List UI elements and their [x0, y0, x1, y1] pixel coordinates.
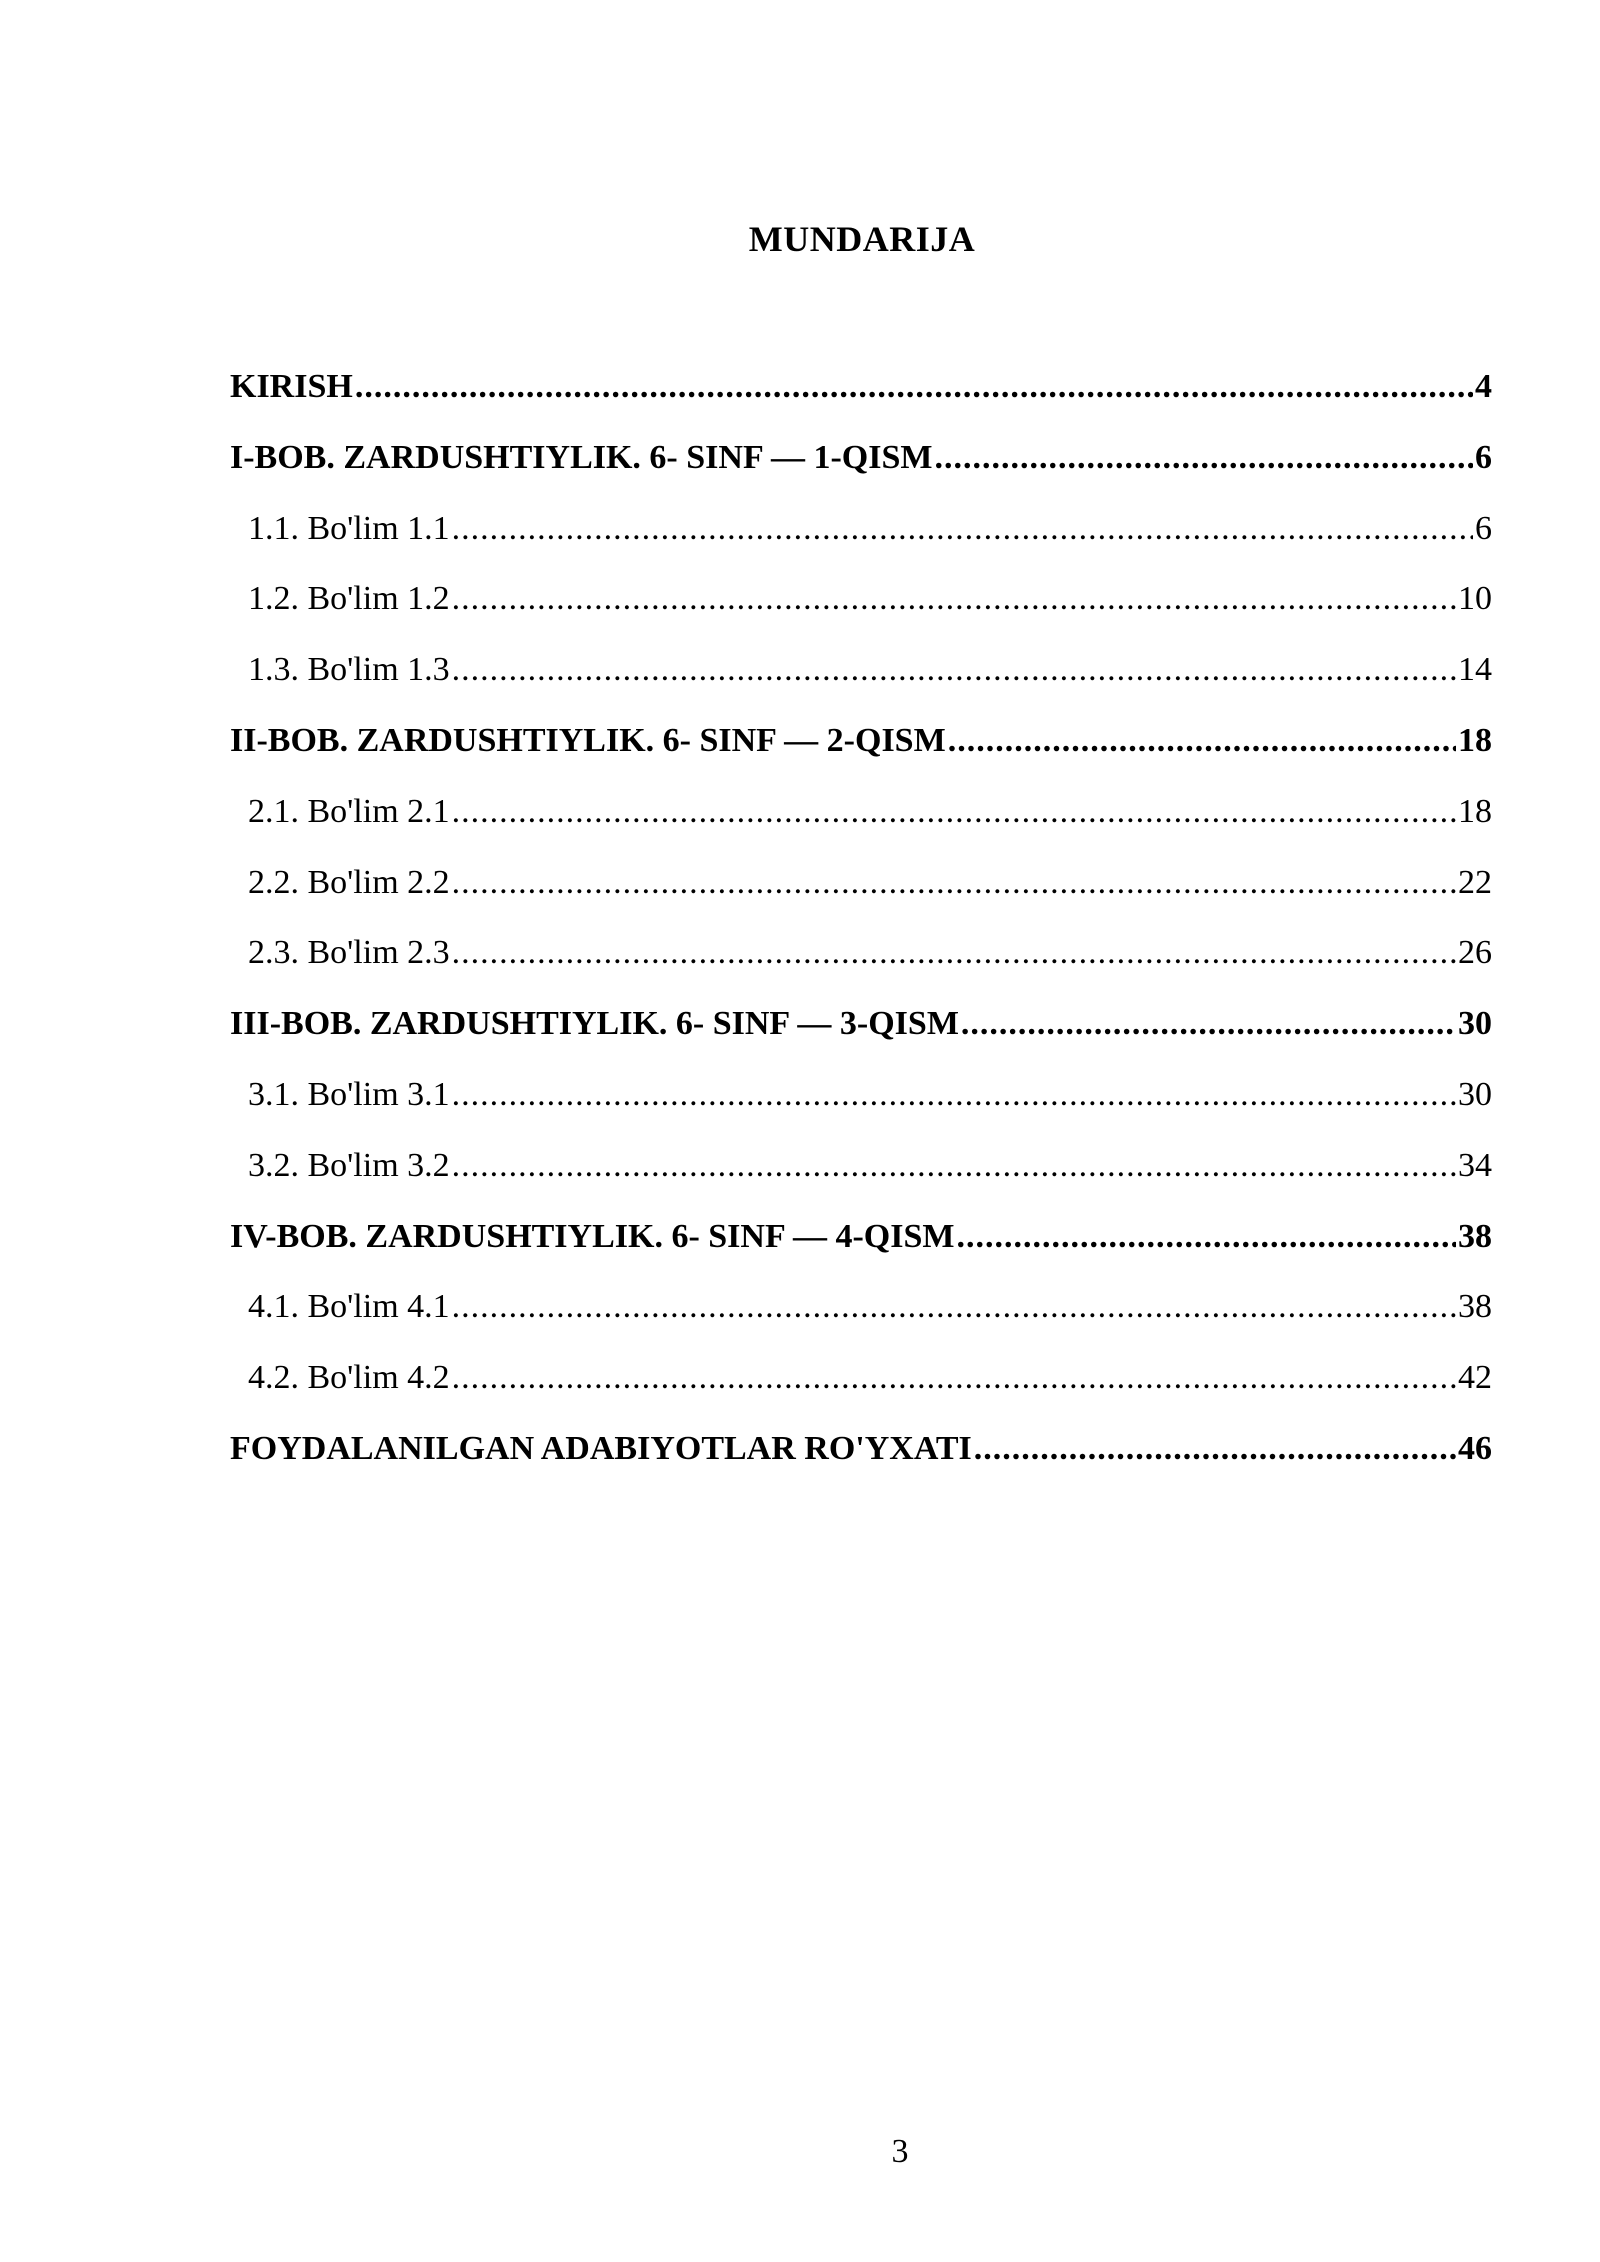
page-title: MUNDARIJA — [748, 219, 976, 259]
toc-entry-label: 1.1. Bo'lim 1.1 — [248, 509, 450, 547]
toc-dot-leader — [452, 564, 1456, 635]
toc-entry-label: IV-BOB. ZARDUSHTIYLIK. 6- SINF — 4-QISM — [230, 1217, 955, 1255]
toc-entry[interactable] — [230, 1131, 1492, 1202]
toc-entry-page: 46 — [1458, 1429, 1492, 1467]
toc-dot-leader — [452, 1131, 1456, 1202]
toc-entry-page: 14 — [1458, 651, 1492, 689]
toc-dot-leader — [974, 1414, 1456, 1485]
toc-entry-page: 34 — [1458, 1146, 1492, 1184]
toc-entry[interactable] — [230, 1202, 1492, 1273]
toc-entry-label: 1.3. Bo'lim 1.3 — [248, 651, 450, 689]
toc-entry-page: 10 — [1458, 580, 1492, 618]
toc-entry[interactable] — [230, 423, 1492, 494]
toc-entry-label: KIRISH — [230, 368, 353, 405]
toc-dot-leader — [452, 1272, 1456, 1343]
toc-entry-label: 4.1. Bo'lim 4.1 — [248, 1288, 450, 1326]
toc-dot-leader — [452, 1060, 1456, 1131]
toc-dot-leader — [956, 1202, 1456, 1273]
toc-dot-leader — [452, 848, 1456, 919]
toc-dot-leader — [961, 989, 1456, 1060]
toc-entry-page: 26 — [1458, 934, 1492, 972]
toc-entry-page: 4 — [1475, 368, 1492, 405]
toc-entry-page: 42 — [1458, 1359, 1492, 1397]
toc-entry-label: 2.2. Bo'lim 2.2 — [248, 863, 450, 901]
toc-entry-label: 2.3. Bo'lim 2.3 — [248, 934, 450, 972]
toc-entry[interactable] — [230, 1414, 1492, 1485]
toc-dot-leader — [355, 352, 1473, 423]
toc-entry[interactable] — [230, 918, 1492, 989]
toc-entry[interactable] — [230, 352, 1492, 423]
toc-entry-label: 2.1. Bo'lim 2.1 — [248, 792, 450, 830]
toc-entry-label: II-BOB. ZARDUSHTIYLIK. 6- SINF — 2-QISM — [230, 721, 946, 759]
toc-dot-leader — [452, 777, 1456, 848]
toc-entry-page: 22 — [1458, 863, 1492, 901]
toc-dot-leader — [934, 423, 1473, 494]
page-number: 3 — [891, 2133, 909, 2170]
toc-entry-label: 3.2. Bo'lim 3.2 — [248, 1146, 450, 1184]
toc-dot-leader — [948, 706, 1456, 777]
toc-entry[interactable] — [230, 1060, 1492, 1131]
toc-dot-leader — [452, 1343, 1456, 1414]
toc-entry[interactable] — [230, 635, 1492, 706]
toc-dot-leader — [452, 494, 1473, 565]
toc-entry[interactable] — [230, 706, 1492, 777]
toc-entry-page: 30 — [1458, 1075, 1492, 1113]
table-of-contents — [230, 352, 1492, 1485]
toc-entry-label: 3.1. Bo'lim 3.1 — [248, 1075, 450, 1113]
toc-entry[interactable] — [230, 989, 1492, 1060]
toc-entry-page: 18 — [1458, 792, 1492, 830]
toc-entry[interactable] — [230, 494, 1492, 565]
toc-entry-label: I-BOB. ZARDUSHTIYLIK. 6- SINF — 1-QISM — [230, 438, 933, 476]
toc-entry-page: 38 — [1458, 1288, 1492, 1326]
toc-entry-label: 4.2. Bo'lim 4.2 — [248, 1359, 450, 1397]
toc-entry[interactable] — [230, 564, 1492, 635]
toc-entry-page: 38 — [1458, 1217, 1492, 1255]
toc-entry-page: 18 — [1458, 721, 1492, 759]
toc-entry-label: 1.2. Bo'lim 1.2 — [248, 580, 450, 618]
toc-entry[interactable] — [230, 1343, 1492, 1414]
toc-entry-label: III-BOB. ZARDUSHTIYLIK. 6- SINF — 3-QISM — [230, 1005, 959, 1043]
toc-entry-page: 6 — [1475, 438, 1492, 476]
toc-entry[interactable] — [230, 1272, 1492, 1343]
toc-entry-page: 30 — [1458, 1005, 1492, 1043]
toc-entry[interactable] — [230, 777, 1492, 848]
toc-entry-label: FOYDALANILGAN ADABIYOTLAR RO'YXATI — [230, 1429, 972, 1467]
toc-dot-leader — [452, 918, 1456, 989]
toc-dot-leader — [452, 635, 1456, 706]
toc-entry[interactable] — [230, 848, 1492, 919]
toc-entry-page: 6 — [1475, 509, 1492, 547]
